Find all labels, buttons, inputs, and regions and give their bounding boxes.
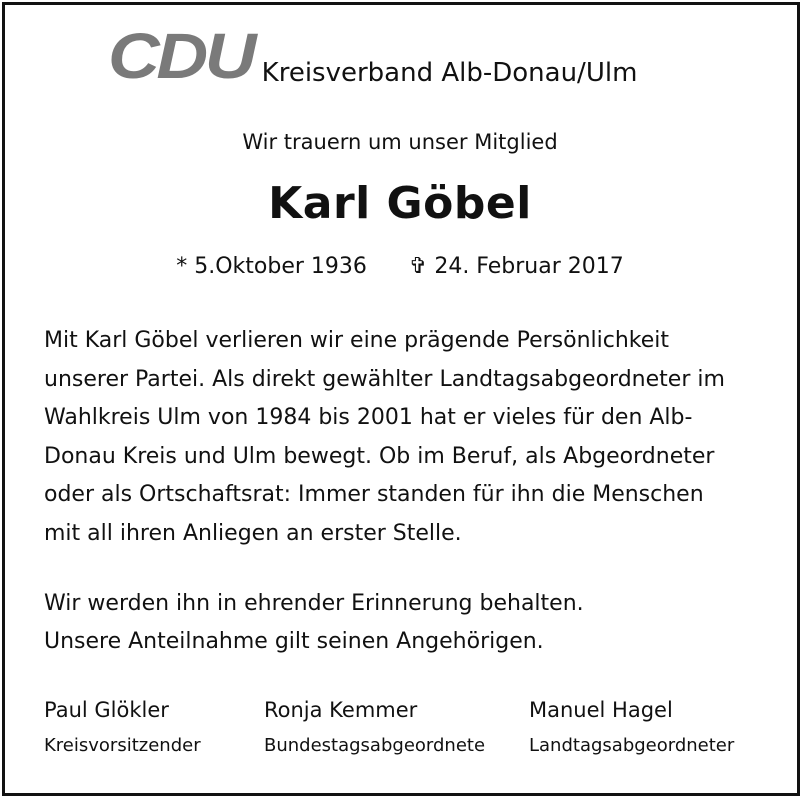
signatory-name: Ronja Kemmer bbox=[264, 698, 418, 722]
tribute-line: Wahlkreis Ulm von 1984 bis 2001 hat er vieles für den Alb- bbox=[44, 405, 693, 430]
closing-line: Unsere Anteilnahme gilt seinen Angehörigen. bbox=[44, 629, 544, 654]
closing-text bbox=[44, 585, 764, 661]
tribute-line: oder als Ortschaftsrat: Immer standen für ihn die Menschen bbox=[44, 482, 704, 507]
signatory-title: Landtagsabgeordneter bbox=[529, 735, 735, 756]
signatory-title: Bundestagsabgeordnete bbox=[264, 735, 486, 756]
tribute-line: Mit Karl Göbel verlieren wir eine prägende Persönlichkeit bbox=[44, 328, 670, 353]
cross-icon: ✞ bbox=[408, 254, 428, 279]
organization-name: Kreisverband Alb-Donau/Ulm bbox=[261, 58, 638, 88]
birth-date: * 5.Oktober 1936 bbox=[176, 254, 367, 279]
life-dates bbox=[0, 254, 800, 279]
tribute-text bbox=[44, 322, 764, 553]
deceased-name: Karl Göbel bbox=[268, 178, 532, 229]
signatory-name: Manuel Hagel bbox=[529, 698, 673, 722]
signatory bbox=[264, 695, 485, 761]
signatory bbox=[529, 695, 734, 761]
signatory bbox=[44, 695, 201, 761]
death-date: 24. Februar 2017 bbox=[434, 254, 624, 279]
tribute-line: Donau Kreis und Ulm bewegt. Ob im Beruf, als Abgeordneter bbox=[44, 443, 715, 469]
header bbox=[108, 20, 638, 92]
tribute-line: unserer Partei. Als direkt gewählter Landtagsabgeordneter im bbox=[44, 366, 725, 392]
intro-text: Wir trauern um unser Mitglied bbox=[242, 130, 558, 154]
closing-line: Wir werden ihn in ehrender Erinnerung behalten. bbox=[44, 591, 584, 616]
tribute-line: mit all ihren Anliegen an erster Stelle. bbox=[44, 520, 462, 546]
cdu-logo: CDU bbox=[108, 20, 254, 92]
signatory-title: Kreisvorsitzender bbox=[44, 735, 201, 756]
signatory-name: Paul Glökler bbox=[44, 698, 169, 722]
